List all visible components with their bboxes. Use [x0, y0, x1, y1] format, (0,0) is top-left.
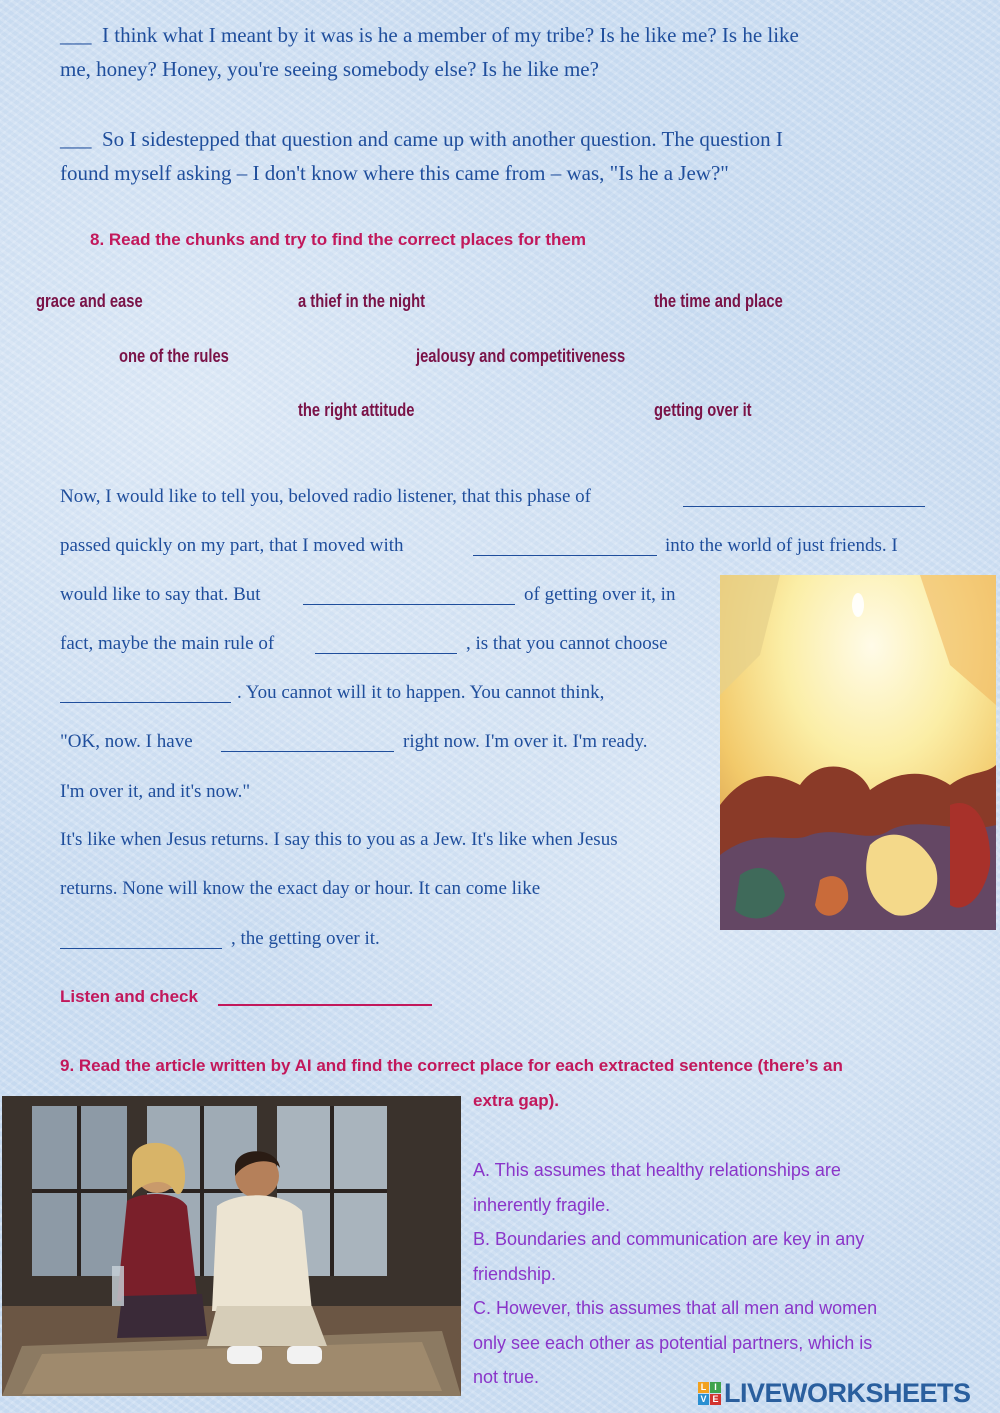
line-text: , the getting over it. — [231, 928, 380, 949]
chunk-jealousy[interactable]: jealousy and competitiveness — [416, 346, 626, 366]
gap-3[interactable] — [303, 590, 515, 605]
text-line-2b — [665, 535, 898, 557]
listen-answer-line[interactable] — [218, 1004, 432, 1006]
sentence-b-line-1[interactable]: B. Boundaries and communication are key in any — [473, 1229, 865, 1249]
badge-letter: E — [710, 1394, 721, 1405]
sentence-c-line-3[interactable]: not true. — [473, 1367, 540, 1387]
line-text: "OK, now. I have — [60, 731, 193, 752]
text-line-6b — [403, 731, 647, 753]
sentence-a-line-1[interactable]: A. This assumes that healthy relationships are — [473, 1160, 841, 1180]
section-9-heading-cont: extra gap). — [473, 1091, 559, 1110]
gap-1[interactable] — [683, 492, 925, 507]
sentence-c-line-1[interactable]: C. However, this assumes that all men and women — [473, 1298, 878, 1318]
answer-blank[interactable]: ___ — [60, 23, 92, 47]
line-text: fact, maybe the main rule of — [60, 633, 275, 654]
chunk-getting-over-it[interactable]: getting over it — [654, 400, 752, 420]
line-text: passed quickly on my part, that I moved with — [60, 535, 404, 556]
text-line-2 — [60, 535, 404, 557]
text-line-3b — [524, 584, 675, 606]
text-line-4 — [60, 633, 274, 655]
logo-text: LIVEWORKSHEETS — [724, 1378, 971, 1408]
line-text: . You cannot will it to happen. You cannot think, — [237, 682, 605, 703]
chunk-right-attitude[interactable]: the right attitude — [298, 400, 415, 420]
chunk-grace-and-ease[interactable]: grace and ease — [36, 291, 143, 311]
chunk-one-of-the-rules[interactable]: one of the rules — [119, 346, 229, 366]
text-line-3 — [60, 584, 261, 606]
chunk-time-and-place[interactable]: the time and place — [654, 291, 783, 311]
movie-still-image — [2, 1096, 461, 1396]
text-line-10 — [231, 928, 380, 950]
text-line-5 — [237, 682, 604, 704]
paragraph-2-line-1 — [60, 122, 960, 156]
paragraph-1-line-1 — [60, 18, 960, 52]
gap-4[interactable] — [315, 639, 457, 654]
text-line-1 — [60, 486, 591, 508]
gap-6[interactable] — [221, 737, 394, 752]
text-line-8: It's like when Jesus returns. I say this to you as a Jew. It's like when Jesus — [60, 829, 618, 850]
sentence-b-line-2[interactable]: friendship. — [473, 1263, 557, 1284]
text-line-6 — [60, 731, 193, 753]
line-text: Now, I would like to tell you, beloved radio listener, that this phase of — [60, 486, 591, 507]
answer-blank[interactable]: ___ — [60, 127, 92, 151]
badge-letter: I — [710, 1382, 721, 1393]
liveworksheets-logo[interactable] — [698, 1378, 971, 1409]
painting-image — [720, 575, 996, 930]
line-text: of getting over it, in — [524, 584, 676, 605]
line-text: into the world of just friends. I — [665, 535, 898, 556]
logo-badge-icon — [698, 1382, 721, 1405]
paragraph-1 — [60, 18, 960, 86]
listen-and-check — [60, 987, 198, 1007]
badge-letter: V — [698, 1394, 709, 1405]
sentence-c-line-2[interactable]: only see each other as potential partners, which is — [473, 1332, 873, 1353]
text-line-7: I'm over it, and it's now." — [60, 781, 251, 802]
badge-letter: L — [698, 1382, 709, 1393]
line-text: would like to say that. But — [60, 584, 261, 605]
chunk-thief-in-the-night[interactable]: a thief in the night — [298, 291, 426, 311]
extracted-sentences — [473, 1153, 877, 1395]
line-text: right now. I'm over it. I'm ready. — [403, 731, 648, 752]
sentence-a-line-2[interactable]: inherently fragile. — [473, 1194, 611, 1215]
section-9-heading: 9. Read the article written by AI and find the correct place for each extracted sentence (there’s an — [60, 1056, 843, 1075]
paragraph-text: So I sidestepped that question and came up with another question. The question I — [102, 127, 783, 151]
paragraph-2 — [60, 122, 960, 190]
section-8-heading: 8. Read the chunks and try to find the correct places for them — [90, 230, 586, 249]
line-text: , is that you cannot choose — [466, 633, 668, 654]
listen-label: Listen and check — [60, 987, 198, 1006]
paragraph-1-line-2: me, honey? Honey, you're seeing somebody else? Is he like me? — [60, 57, 599, 81]
gap-2[interactable] — [473, 541, 657, 556]
text-line-4b — [466, 633, 668, 655]
text-line-9: returns. None will know the exact day or hour. It can come like — [60, 878, 541, 899]
gap-5[interactable] — [60, 688, 231, 703]
paragraph-2-line-2: found myself asking – I don't know where this came from – was, "Is he a Jew?" — [60, 161, 729, 185]
paragraph-text: I think what I meant by it was is he a member of my tribe? Is he like me? Is he like — [102, 23, 799, 47]
gap-7[interactable] — [60, 934, 222, 949]
